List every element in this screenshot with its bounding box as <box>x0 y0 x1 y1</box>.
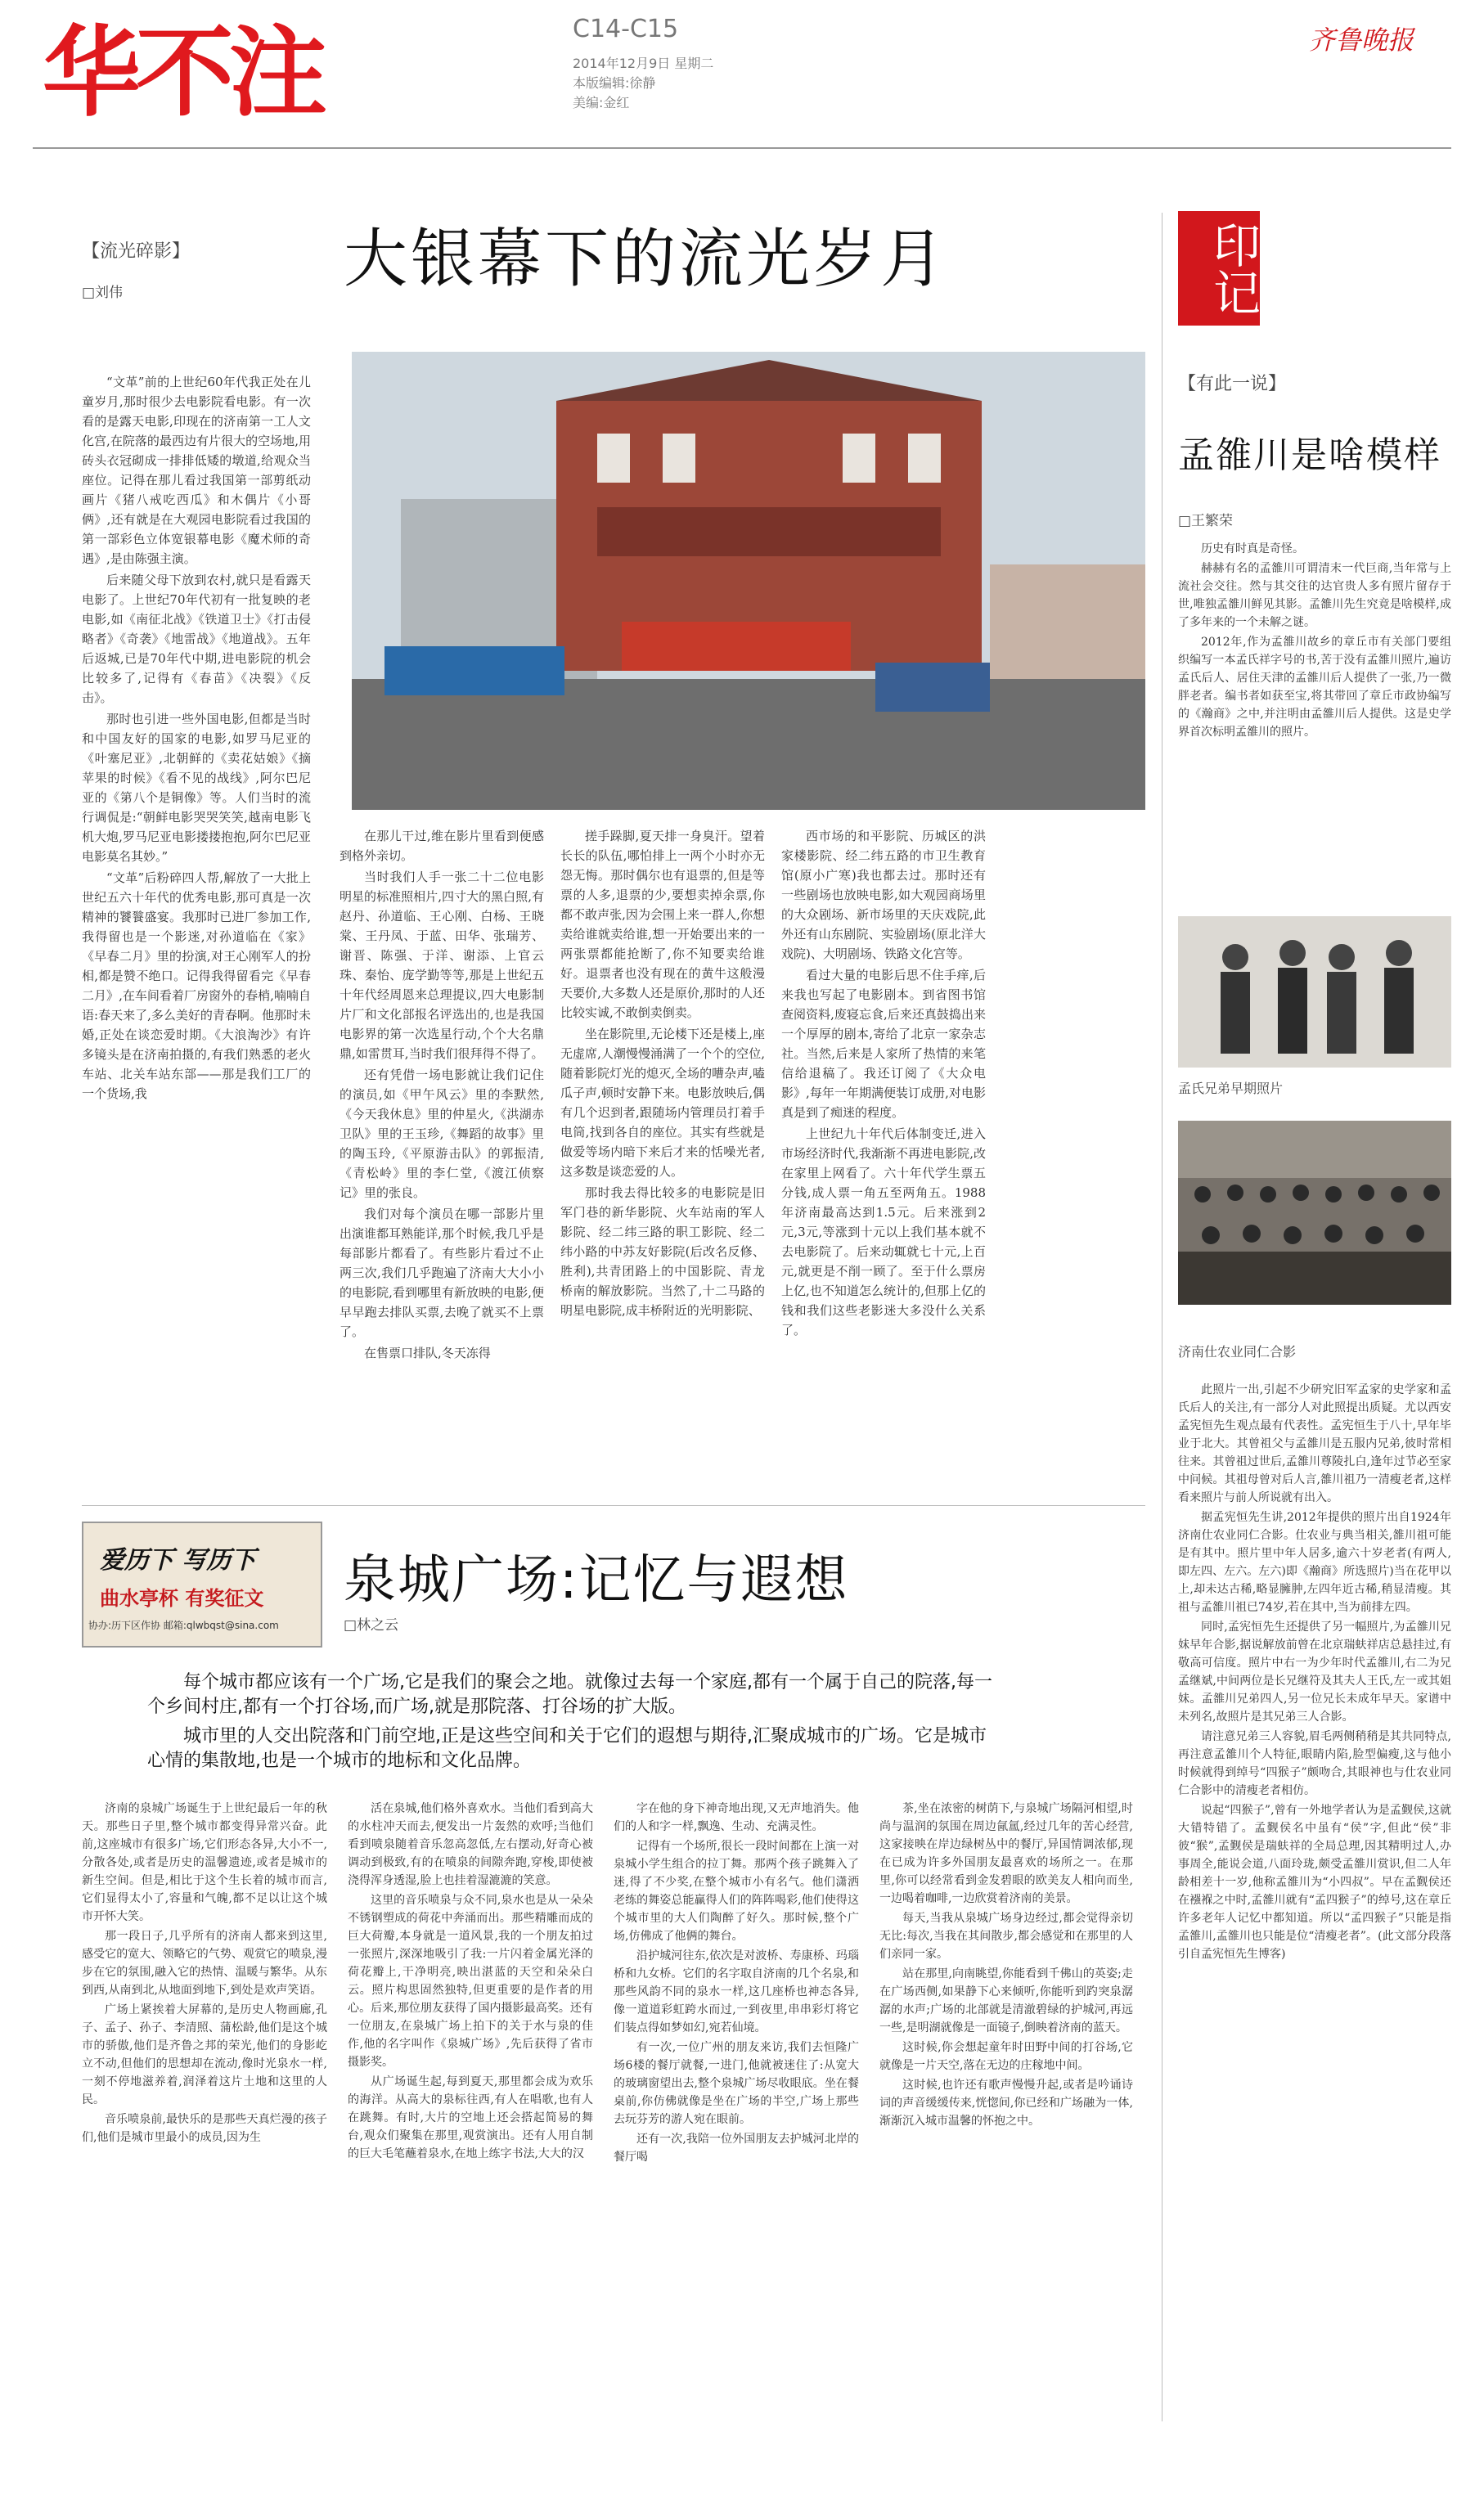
paragraph: 这里的音乐喷泉与众不同,泉水也是从一朵朵不锈钢塑成的荷花中奔涌而出。那些精雕而成的巨大荷瓣,本身就是一道风景,我的一个朋友拍过一张照片,深深地吸引了我:一片闪着金属光泽的荷花瓣上,干净明亮,映出湛蓝的天空和朵朵白云。照片构思固然独特,但更重要的是作者的用心。后来,那位朋友获得了国内摄影最高奖。还有一位朋友,在泉城广场上拍下的关于水与泉的佳作,他的名字叫作《泉城广场》,先后获得了省市摄影奖。 <box>348 1894 593 2069</box>
paragraph: 字在他的身下神奇地出现,又无声地消失。他们的人和字一样,飘逸、生动、充满灵性。 <box>614 1802 859 1833</box>
paragraph: 看过大量的电影后思不住手痒,后来我也写起了电影剧本。到省图书馆查阅资料,废寝忘食,后来还真鼓捣出来一个厚厚的剧本,寄给了北京一家杂志社。当然,后来是人家所了热情的来笔信给退稿了。我还订阅了《大众电影》,每年一年期满便装订成册,对电影真是到了痴迷的程度。 <box>781 968 986 1120</box>
paragraph: 西市场的和平影院、历城区的洪家楼影院、经二纬五路的市卫生教育馆(原小广寒)我也都去过。那时还有一些剧场也放映电影,如大观园商场里的大众剧场、新市场里的天庆戏院,此外还有山东剧院、实验剧场(原北洋大戏院)、大明剧场、铁路文化宫等。 <box>781 829 986 961</box>
header-meta <box>573 54 713 113</box>
article3-column-3 <box>614 1800 859 2168</box>
paragraph: 每天,当我从泉城广场身边经过,都会觉得亲切无比:每次,当我在其间散步,都会感觉和在那里的人们亲同一家。 <box>879 1912 1133 1961</box>
banner-line-1: 爱历下 写历下 <box>100 1546 256 1575</box>
paragraph: 那时我去得比较多的电影院是旧军门巷的新华影院、火车站南的军人影院、经二纬三路的职工影院、经二纬小路的中苏友好影院(后改名反修、胜利),共青团路上的中国影院、青龙桥南的解放影院。当然了,十二马路的明星电影院,成丰桥附近的光明影院、 <box>560 1185 765 1318</box>
article2-text-2 <box>1178 1381 1451 1965</box>
paragraph: 在那儿干过,维在影片里看到便感到格外亲切。 <box>340 829 544 863</box>
article1-byline: □刘伟 <box>82 285 124 301</box>
article3-column-4 <box>879 1800 1133 2132</box>
paragraph: 音乐喷泉前,最快乐的是那些天真烂漫的孩子们,他们是城市里最小的成员,因为生 <box>82 2113 327 2144</box>
photo-caption-1: 孟氏兄弟早期照片 <box>1178 1081 1284 1096</box>
newspaper-name: 齐鲁晚报 <box>1309 25 1414 56</box>
header-divider <box>33 147 1451 149</box>
article3-byline: □林之云 <box>344 1617 399 1634</box>
paragraph: 还有一次,我陪一位外国朋友去护城河北岸的餐厅喝 <box>614 2133 859 2164</box>
header-date: 2014年12月9日 星期二 <box>573 56 714 71</box>
group-photo <box>1178 1121 1451 1305</box>
paragraph: 这时候,也许还有歌声慢慢升起,或者是吟诵诗词的声音缓缓传来,恍惚间,你已经和广场融为一体,渐渐沉入城市温馨的怀抱之中。 <box>879 2079 1133 2128</box>
theater-photo <box>352 352 1145 810</box>
paragraph: 那时也引进一些外国电影,但都是当时和中国友好的国家的电影,如罗马尼亚的《叶塞尼亚》,北朝鲜的《卖花姑娘》《摘苹果的时候》《看不见的战线》,阿尔巴尼亚的《第八个是铜像》等。人们当时的流行调侃是:“朝鲜电影哭哭笑笑,越南电影飞机大炮,罗马尼亚电影搂搂抱抱,阿尔巴尼亚电影莫名其妙。” <box>82 712 311 864</box>
photo-caption-2: 济南仕农业同仁合影 <box>1178 1344 1297 1360</box>
page-numbers: C14-C15 <box>573 15 679 43</box>
intro-paragraph: 每个城市都应该有一个广场,它是我们的聚会之地。就像过去每一个家庭,都有一个属于自己的院落,每一个乡间村庄,都有一个打谷场,而广场,就是那院落、打谷场的扩大版。 <box>147 1672 992 1717</box>
paragraph: 此照片一出,引起不少研究旧军孟家的史学家和孟氏后人的关注,有一部分人对此照提出质疑。尤以西安孟宪恒先生观点最有代表性。孟宪恒生于八十,早年毕业于北大。其曾祖父与孟雒川是五服内兄弟,彼时常相往来。其曾祖过世后,孟雒川尊陵扎白,逢年过节必至家中问候。其祖母曾对后人言,雒川祖乃一清瘦老者,这样看来照片与前人所说就有出入。 <box>1178 1383 1451 1504</box>
article1-column-2 <box>340 826 544 1364</box>
section-badge: 印记 <box>1178 211 1260 326</box>
banner-line-3: 协办:历下区作协 邮箱:qlwbqst@sina.com <box>88 1620 279 1631</box>
paragraph: 活在泉城,他们格外喜欢水。当他们看到高大的水柱冲天而去,便发出一片轰然的欢呼;当他们看到喷泉随着音乐忽高忽低,左右摆动,好奇心被调动到极致,有的在喷泉的间隙奔跑,穿梭,即使被浇得浑身透湿,脸上也挂着湿漉漉的笑意。 <box>348 1802 593 1887</box>
paragraph: 济南的泉城广场诞生于上世纪最后一年的秋天。那些日子里,整个城市都变得异常兴奋。此前,这座城市有很多广场,它们形态各异,大小不一,分散各处,或者是历史的温馨遗迹,或者是城市的新生空间。但是,相比于这个生长着的城市而言,它们显得太小了,容量和气魄,都不足以让这个城市开怀大笑。 <box>82 1802 327 1923</box>
paragraph: 据孟宪恒先生讲,2012年提供的照片出自1924年济南仕农业同仁合影。仕农业与典当相关,雒川祖可能是有其中。照片里中年人居多,逾六十岁老者(有两人,即左四、左六。左六)即《瀚商》所选照片)当在花甲以上,却未达古稀,略显臃肿,左四年近古稀,稍显清瘦。其祖与孟雒川祖已74岁,若在其中,当为前排左四。 <box>1178 1511 1451 1614</box>
paragraph: 从广场诞生起,每到夏天,那里都会成为欢乐的海洋。从高大的泉标往西,有人在唱歌,也有人在跳舞。有时,大片的空地上还会搭起简易的舞台,观众们聚集在那里,观赏演出。还有人用自制的巨大毛笔蘸着泉水,在地上练字书法,大大的汉 <box>348 2075 593 2160</box>
brothers-photo-art <box>1178 916 1451 1068</box>
essay-contest-banner <box>82 1522 322 1648</box>
article1-column-3 <box>560 826 765 1322</box>
paragraph: 2012年,作为孟雒川故乡的章丘市有关部门要组织编写一本孟氏祥字号的书,苦于没有孟雒川照片,遍访孟氏后人、居住天津的孟雒川后人提供了一张,乃一微胖老者。编书者如获至宝,将其带回了章丘市政协编写的《瀚商》之中,并注明由孟雒川后人提供。这是史学界首次标明孟雒川的照片。 <box>1178 636 1451 739</box>
paragraph: “文革”前的上世纪60年代我正处在儿童岁月,那时很少去电影院看电影。有一次看的是露天电影,印现在的济南第一工人文化宫,在院落的最西边有片很大的空场地,用砖头衣冠砌成一排排低矮的墩道,给观众当座位。记得在那儿看过我国第一部剪纸动画片《猪八戒吃西瓜》和木偶片《小哥俩》,还有就是在大观园电影院看过我国的第一部彩色立体宽银幕电影《魔术师的奇遇》,是由陈强主演。 <box>82 375 311 566</box>
brothers-photo <box>1178 916 1451 1068</box>
paragraph: 广场上紧挨着大屏幕的,是历史人物画廊,孔子、孟子、孙子、李清照、蒲松龄,他们是这个城市的骄傲,他们是齐鲁之邦的荣光,他们的身影屹立不动,但他们的思想却在流动,像时光泉水一样,一刻不停地滋养着,润泽着这片土地和这里的人民。 <box>82 2003 327 2106</box>
header-editor: 本版编辑:徐静 <box>573 75 656 91</box>
paragraph: 有一次,一位广州的朋友来访,我们去恒隆广场6楼的餐厅就餐,一进门,他就被迷住了:从宽大的玻璃窗望出去,整个泉城广场尽收眼底。坐在餐桌前,你仿佛就像是坐在广场的半空,广场上那些去玩芬芳的游人宛在眼前。 <box>614 2041 859 2126</box>
article3-intro <box>147 1670 998 1773</box>
paragraph: 这时候,你会想起童年时田野中间的打谷场,它就像是一片天空,落在无边的庄稼地中间。 <box>879 2041 1133 2072</box>
article2-kicker: 【有此一说】 <box>1178 374 1287 394</box>
article2-byline: □王繁荣 <box>1178 513 1234 529</box>
paragraph: 沿护城河往东,依次是对波桥、寿康桥、玛瑙桥和九女桥。它们的名字取自济南的几个名泉,和那些风韵不同的泉水一样,这几座桥也神态各异,像一道道彩虹跨水而过,一到夜里,串串彩灯将它们装点得如梦如幻,宛若仙境。 <box>614 1949 859 2034</box>
paragraph: 茶,坐在浓密的树荫下,与泉城广场隔河相望,时尚与温润的氛围在周边氤氲,经过几年的苦心经营,这家接映在岸边绿树丛中的餐厅,异国情调浓郁,现在已成为许多外国朋友最喜欢的场所之一。在那里,你可以经常看到金发碧眼的欧美友人相向而坐,一边喝着咖啡,一边欣赏着济南的美景。 <box>879 1802 1133 1905</box>
article3-title: 泉城广场:记忆与遐想 <box>344 1550 849 1611</box>
theater-photo-art <box>352 352 1145 810</box>
article2-text-1 <box>1178 540 1451 743</box>
article2-title: 孟雒川是啥模样 <box>1178 434 1441 476</box>
paragraph: 记得有一个场所,很长一段时间都在上演一对泉城小学生组合的拉丁舞。那两个孩子跳舞入了迷,得了不少奖,在整个城市小有名气。他们潇洒老练的舞姿总能赢得人们的阵阵喝彩,他们使得这个城市里的大人们陶醉了好久。那时候,整个广场,仿佛成了他俩的舞台。 <box>614 1840 859 1943</box>
paragraph: 同时,孟宪恒先生还提供了另一幅照片,为孟雒川兄妹早年合影,据说解放前曾在北京瑞蚨祥店总悬挂过,有敬高可信度。照片中右一为少年时代孟雒川,右二为兄孟继斌,中间两位是长兄继符及其夫人王氏,左一或其姐妹。孟雒川兄弟四人,另一位兄长未成年早天。家谱中未列名,故照片是其兄弟三人合影。 <box>1178 1621 1451 1724</box>
paragraph: 我们对每个演员在哪一部影片里出演谁都耳熟能详,那个时候,我几乎是每部影片都看了。有些影片看过不止两三次,我们几乎跑遍了济南大大小小的电影院,看到哪里有新放映的电影,便早早跑去排队买票,去晚了就买不上票了。 <box>340 1207 544 1339</box>
article1-title: 大银幕下的流光岁月 <box>344 223 948 296</box>
intro-paragraph: 城市里的人交出院落和门前空地,正是这些空间和关于它们的遐想与期待,汇聚成城市的广场。它是城市心情的集散地,也是一个城市的地标和文化品牌。 <box>147 1726 987 1771</box>
paragraph: 请注意兄弟三人容貌,眉毛两侧稍稍是其共同特点,再注意孟雒川个人特征,眼睛内陷,脸型偏瘦,这与他小时候就得到绰号“四猴子”颇吻合,其眼神也与仕农业同仁合影中的清瘦老者相仿。 <box>1178 1730 1451 1797</box>
paragraph: 还有凭借一场电影就让我们记住的演员,如《甲午风云》里的李默然,《今天我休息》里的仲星火,《洪湖赤卫队》里的王玉珍,《舞蹈的故事》里的陶玉玲,《平原游击队》的郭振清,《青松岭》里的李仁堂,《渡江侦察记》里的张良。 <box>340 1068 544 1200</box>
paragraph: 那一段日子,几乎所有的济南人都来到这里,感受它的宽大、领略它的气势、观赏它的喷泉,漫步在它的氛围,融入它的热情、温暖与繁华。从东到西,从南到北,从地面到地下,到处是欢声笑语。 <box>82 1930 327 1997</box>
paragraph: 当时我们人手一张二十二位电影明星的标准照相片,四寸大的黑白照,有赵丹、孙道临、王心刚、白杨、王晓棠、王丹凤、于蓝、田华、张瑞芳、谢晋、陈强、于洋、谢添、上官云珠、秦怡、庞学勤等等,那是上世纪五十年代经周恩来总理提议,四大电影制片厂和文化部报名评选出的,也是我国电影界的第一次选星行动,个个大名鼎鼎,如雷贯耳,当时我们很拜得不得了。 <box>340 870 544 1061</box>
paragraph: 赫赫有名的孟雒川可谓清末一代巨商,当年常与上流社会交往。然与其交往的达官贵人多有照片留存于世,唯独孟雒川鲜见其影。孟雒川先生究竟是啥模样,成了多年来的一个未解之谜。 <box>1178 562 1451 629</box>
paragraph: 搓手跺脚,夏天排一身臭汗。望着长长的队伍,哪怕排上一两个小时亦无怨无悔。那时偶尔也有退票的,但是等票的人多,退票的少,要想卖掉余票,你都不敢声张,因为会围上来一群人,你想卖给谁就卖给谁,想一开始要出来的一两张票都能抢断了,你不知要卖给谁好。退票者也没有现在的黄牛这般漫天要价,大多数人还是原价,那时的人还比较实诚,不敢倒卖倒卖。 <box>560 829 765 1020</box>
paragraph: “文革”后粉碎四人帮,解放了一大批上世纪五六十年代的优秀电影,那可真是一次精神的饕餮盛宴。我那时已进厂参加工作,我得留也是一个影迷,对孙道临在《家》《早春二月》里的扮演,对王心刚军人的扮相,都是赞不绝口。记得我得留看完《早春二月》,在车间看着厂房窗外的春梢,喃喃自语:春天来了,多么美好的青春啊。他那时未婚,正处在谈恋爱时期。《大浪淘沙》有许多镜头是在济南拍摄的,有我们熟悉的老火车站、北关车站东部——那是我们工厂的一个货场,我 <box>82 870 311 1101</box>
article1-kicker: 【流光碎影】 <box>82 241 191 262</box>
paragraph: 历史有时真是奇怪。 <box>1201 542 1304 555</box>
masthead-title: 华不注 <box>43 16 322 130</box>
paragraph: 后来随父母下放到农村,就只是看露天电影了。上世纪70年代初有一批复映的老电影,如《南征北战》《铁道卫士》《打击侵略者》《奇袭》《地雷战》《地道战》。五年后返城,已是70年代中期,进电影院的机会比较多了,记得有《春苗》《决裂》《反击》。 <box>82 573 311 705</box>
section-divider <box>82 1505 1145 1506</box>
paragraph: 说起“四猴子”,曾有一外地学者认为是孟觐侯,这就大错特错了。孟觐侯名中虽有“侯”字,但此“侯”非彼“猴”,孟觐侯是瑞蚨祥的全局总理,因其精明过人,办事周全,能说会道,八面玲珑,颇受孟雒川赏识,但二人年龄相差十一岁,他称孟雒川为“小四叔”。早在孟觐侯还在襁褓之中时,孟雒川就有“孟四猴子”的绰号,这在章丘许多老年人记忆中都知道。所以“孟四猴子”只能是指孟雒川,孟雒川也只能是位“清瘦老者”。(此文部分段落引自孟宪恒先生博客) <box>1178 1804 1451 1961</box>
article3-column-1 <box>82 1800 327 2148</box>
article1-column-4 <box>781 826 986 1342</box>
article3-column-2 <box>348 1800 593 2165</box>
banner-line-2: 曲水亭杯 有奖征文 <box>100 1587 264 1610</box>
paragraph: 站在那里,向南眺望,你能看到千佛山的英姿;走在广场西侧,如果静下心来倾听,你能听到趵突泉潺潺的水声;广场的北部就是清澈碧绿的护城河,再远一些,是明湖就像是一面镜子,倒映着济南的蓝天。 <box>879 1967 1133 2034</box>
article1-column-1 <box>82 372 311 1105</box>
paragraph: 坐在影院里,无论楼下还是楼上,座无虚席,人潮慢慢涌满了一个个的空位,随着影院灯光的熄灭,全场的嘈杂声,嗑瓜子声,顿时安静下来。电影放映后,偶有几个迟到者,跟随场内管理员打着手电筒,找到各自的座位。其实有些就是做爱等场内暗下来后才来的恬噪光者,这多数是谈恋爱的人。 <box>560 1027 765 1179</box>
paragraph: 上世纪九十年代后体制变迁,进入市场经济时代,我渐渐不再进电影院,改在家里上网看了。六十年代学生票五分钱,成人票一角五至两角五。1988年济南最高达到1.5元。后来涨到2元,3元,等涨到十元以上我们基本就不去电影院了。后来动辄就七十元,上百元,就更是不削一顾了。至于什么票房上亿,也不知道怎么统计的,但那上亿的钱和我们这些老影迷大多没什么关系了。 <box>781 1126 986 1337</box>
paragraph: 在售票口排队,冬天冻得 <box>364 1346 491 1360</box>
header-designer: 美编:金红 <box>573 95 630 110</box>
group-photo-art <box>1178 1121 1451 1305</box>
